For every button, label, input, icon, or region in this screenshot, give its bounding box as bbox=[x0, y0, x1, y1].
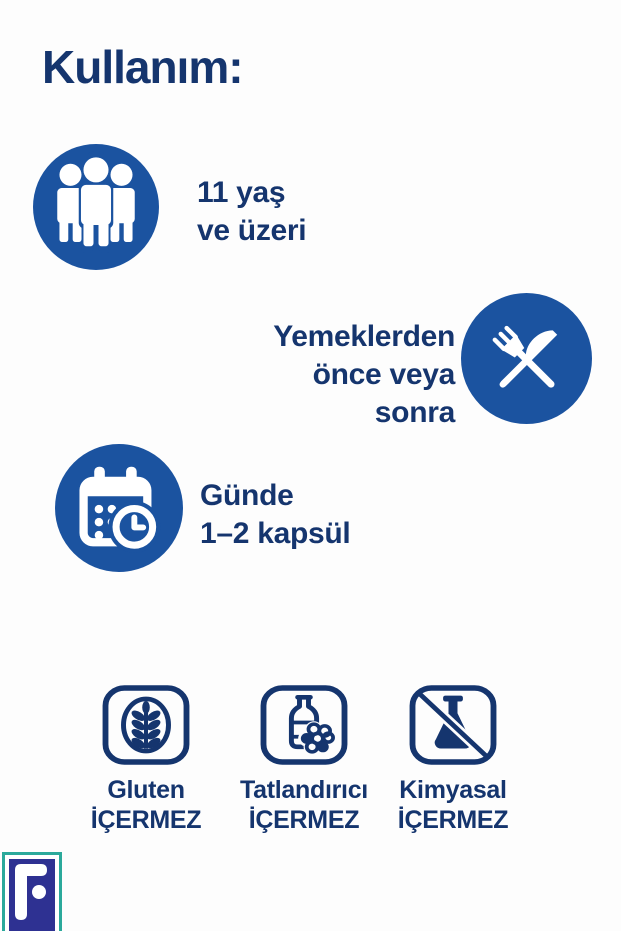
meals-line-1: Yemeklerden bbox=[273, 320, 455, 353]
meals-line-3: sonra bbox=[374, 396, 455, 429]
age-text bbox=[197, 174, 306, 250]
dose-circle bbox=[55, 444, 183, 572]
chemical-free-badge bbox=[378, 683, 528, 835]
calendar-clock-icon bbox=[60, 449, 178, 567]
chemical-flask-icon bbox=[408, 683, 498, 767]
people-icon bbox=[38, 149, 154, 265]
wheat-icon bbox=[101, 683, 191, 767]
chemical-free-label: Kimyasal İÇERMEZ bbox=[397, 776, 509, 834]
sweetener-free-badge bbox=[229, 683, 379, 835]
gluten-free-badge bbox=[71, 683, 221, 835]
page-title: Kullanım: bbox=[42, 41, 243, 93]
age-circle bbox=[33, 144, 159, 270]
cutlery-icon bbox=[467, 299, 587, 419]
age-line-1: 11 yaş bbox=[197, 176, 286, 209]
meals-circle bbox=[461, 293, 592, 424]
sweetener-free-label: Tatlandırıcı İÇERMEZ bbox=[240, 776, 368, 834]
sweetener-bottle-icon bbox=[259, 683, 349, 767]
brand-logo bbox=[2, 852, 62, 931]
meals-text bbox=[273, 318, 455, 432]
dose-line-2: 1–2 kapsül bbox=[200, 517, 351, 550]
gluten-free-label: Gluten İÇERMEZ bbox=[90, 776, 202, 834]
brand-logo-icon bbox=[2, 852, 62, 931]
age-line-2: ve üzeri bbox=[197, 214, 307, 247]
dose-line-1: Günde bbox=[200, 479, 294, 512]
meals-line-2: önce veya bbox=[312, 358, 455, 391]
dose-text bbox=[200, 477, 350, 553]
